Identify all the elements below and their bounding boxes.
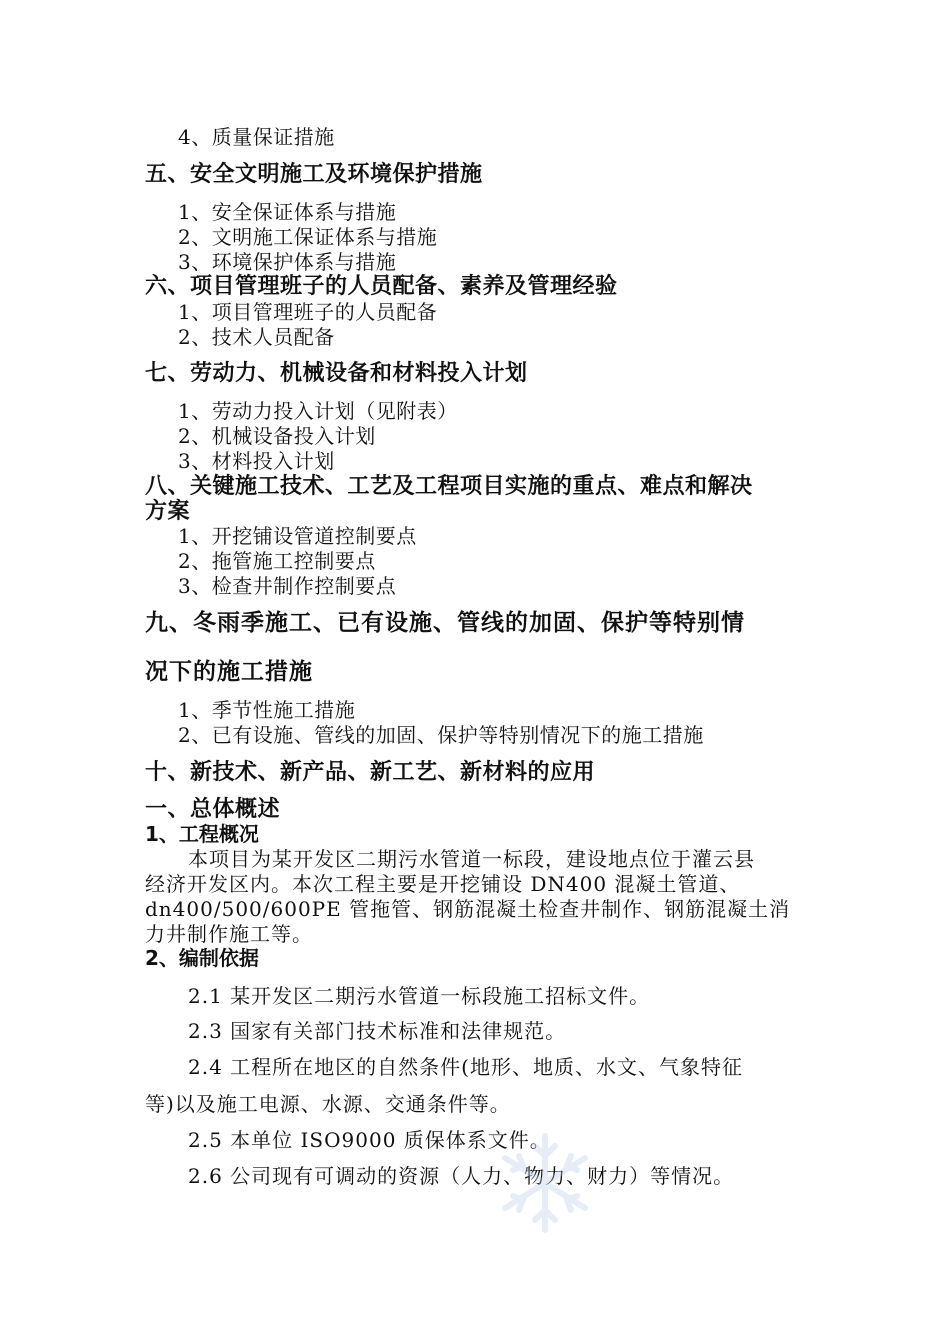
toc-s6-item: 2、技术人员配备 [178,325,335,349]
section-2-item: 2.5 本单位 ISO9000 质保体系文件。 [188,1128,551,1152]
section-1-paragraph-line: 力井制作施工等。 [145,922,313,946]
section-2-title: 2、编制依据 [145,946,259,970]
toc-s5-title: 五、安全文明施工及环境保护措施 [145,162,483,187]
toc-s8-title-line1: 八、关键施工技术、工艺及工程项目实施的重点、难点和解决 [145,474,753,499]
section-1-paragraph-line: 本项目为某开发区二期污水管道一标段，建设地点位于灌云县 [188,847,755,871]
toc-s10-title: 十、新技术、新产品、新工艺、新材料的应用 [145,760,596,785]
toc-s5-item: 3、环境保护体系与措施 [178,250,397,274]
toc-s7-item: 3、材料投入计划 [178,449,335,473]
chapter-1-title: 一、总体概述 [145,797,281,822]
section-2-item: 2.3 国家有关部门技术标准和法律规范。 [188,1019,567,1043]
toc-s8-item: 3、检查井制作控制要点 [178,574,397,598]
section-2-item: 2.4 工程所在地区的自然条件(地形、地质、水文、气象特征 [188,1055,743,1079]
toc-s7-title: 七、劳动力、机械设备和材料投入计划 [145,361,528,386]
toc-s9-title-line2: 况下的施工措施 [145,659,313,685]
toc-s7-item: 1、劳动力投入计划（见附表） [178,399,458,423]
section-1-paragraph-line: 经济开发区内。本次工程主要是开挖铺设 DN400 混凝土管道、 [145,872,741,896]
section-2-item: 2.1 某开发区二期污水管道一标段施工招标文件。 [188,984,651,1008]
toc-s4-item-4: 4、质量保证措施 [178,125,335,149]
toc-s8-title-line2: 方案 [145,499,191,524]
toc-s6-item: 1、项目管理班子的人员配备 [178,300,438,324]
toc-s5-item: 2、文明施工保证体系与措施 [178,225,438,249]
toc-s5-item: 1、安全保证体系与措施 [178,200,397,224]
section-2-item: 等)以及施工电源、水源、交通条件等。 [145,1092,511,1116]
toc-s7-item: 2、机械设备投入计划 [178,424,376,448]
section-2-item: 2.6 公司现有可调动的资源（人力、物力、财力）等情况。 [188,1164,735,1188]
snowflake-watermark-icon [495,1128,595,1238]
toc-s8-item: 1、开挖铺设管道控制要点 [178,524,417,548]
section-1-paragraph-line: dn400/500/600PE 管拖管、钢筋混凝土检查井制作、钢筋混凝土消 [145,897,791,921]
section-1-title: 1、工程概况 [145,822,259,846]
toc-s9-title-line1: 九、冬雨季施工、已有设施、管线的加固、保护等特别情 [145,610,745,636]
toc-s8-item: 2、拖管施工控制要点 [178,549,376,573]
toc-s6-title: 六、项目管理班子的人员配备、素养及管理经验 [145,274,618,299]
toc-s9-item: 1、季节性施工措施 [178,698,356,722]
toc-s9-item: 2、已有设施、管线的加固、保护等特别情况下的施工措施 [178,723,704,747]
